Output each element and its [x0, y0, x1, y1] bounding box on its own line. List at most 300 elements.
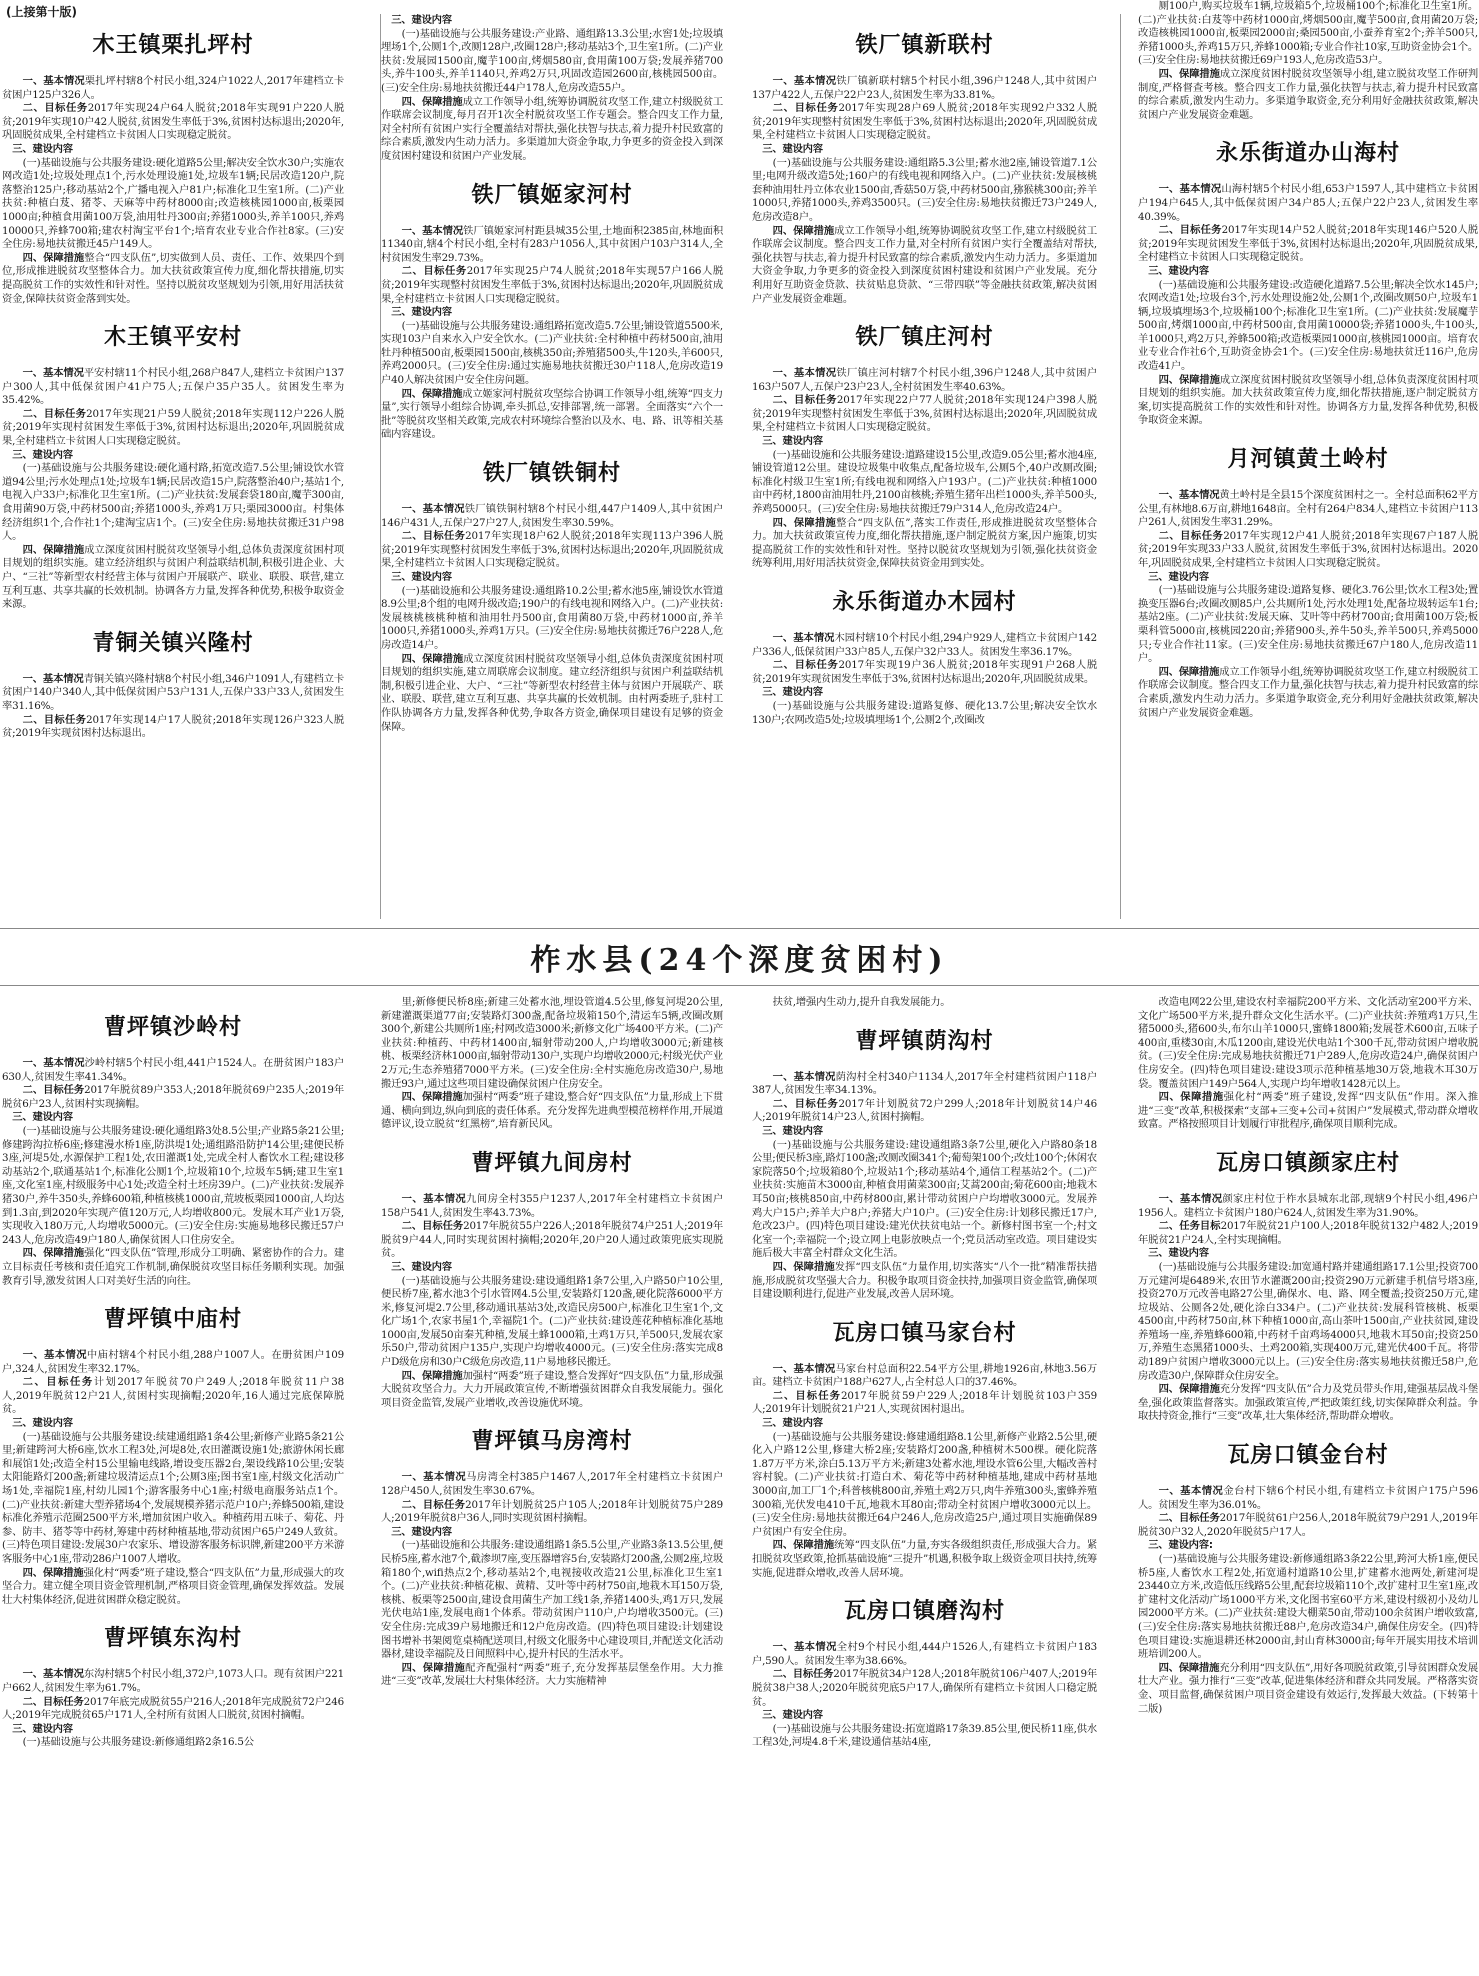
paragraph-label: 一、基本情况 — [1158, 1192, 1223, 1205]
paragraph-label: 一、基本情况 — [772, 1362, 836, 1375]
paragraph — [1138, 0, 1478, 68]
paragraph-text: 2017年计划脱贫72户299人;2018年计划脱贫14户46人;2019年脱贫14户23人,贫困村摘帽。 — [752, 1097, 1097, 1124]
paragraph — [752, 700, 1097, 727]
paragraph — [1138, 1261, 1478, 1383]
paragraph-text: (一)基础设施与公共服务建设:新修通组路2条16.5公 — [22, 1736, 254, 1749]
paragraph-text: 2017年计划脱贫25户105人;2018年计划脱贫75户289人;2019年脱贫8户36人,同时实现贫困村摘帽。 — [381, 1498, 723, 1525]
section-heading: 三、建设内容 — [1148, 1247, 1209, 1260]
paragraph-text: 2017年实现21户59人脱贫;2018年实现112户226人脱贫;2019年实现村贫困发生率低于3%,贫困村达标退出;2020年,巩固脱贫成果,全村建档立卡贫困人口实现稳定脱贫。 — [2, 407, 344, 448]
paragraph — [2, 1247, 344, 1288]
paragraph — [752, 1071, 1097, 1098]
paragraph-text: 成立姬家河村脱贫攻坚综合协调工作领导小组,统筹“四支力量”,实行领导小组综合协调,牵头抓总,安排部署,统一部署。全面落实“六个一批”等脱贫攻坚相关政策,完成农村环境综合整治以及水、电、路、讯等相关基础内容建设。 — [381, 387, 723, 441]
paragraph-label: 二、目标任务 — [401, 1498, 466, 1511]
paragraph — [381, 388, 723, 442]
paragraph-text: (一)基础设施与公共服务建设:修建通组路8.1公里,新修产业路2.5公里,硬化入户路12公里,修建大桥2座;安装路灯200盏,种植树木500棵。硬化院落1.87万平方米,涂白5.13万平方米;新建3处蓄水池,埋设水管6公里,大幅改善村容村貌。(二)产业扶贫:打造白术、菊花等中药材种植基地,建成中药材基地3000亩,加工厂1个;科普核桃800亩,养殖土鸡2万只,肉牛养殖300头,蜜蜂养殖300箱,光伏发电410千瓦,地栽木耳80亩;带动全村贫困户增收3000元以上。(三)安全住房:易地扶贫搬迁64户246人,危房改造25户,通过项目实施确保89户贫困户有安全住房。 — [752, 1430, 1097, 1538]
article — [1138, 136, 1478, 428]
article — [2, 28, 344, 306]
paragraph — [1138, 1383, 1478, 1424]
paragraph-label: 一、基本情况 — [1158, 183, 1222, 196]
article-title: 木王镇平安村 — [103, 325, 242, 351]
paragraph — [2, 1668, 344, 1695]
article — [2, 1302, 344, 1607]
paragraph — [752, 1261, 1097, 1302]
paragraph — [2, 462, 344, 544]
paragraph-label: 一、基本情况 — [1158, 1485, 1224, 1498]
paragraph-label: 二、目标任务 — [772, 659, 839, 672]
paragraph — [1138, 68, 1478, 122]
paragraph-text: 2017年实现19户36人脱贫;2018年实现91户268人脱贫;2019年实现贫困发生率低于3%,贫困村达标退出;2020年,巩固脱贫成果。 — [752, 659, 1097, 685]
paragraph-text: 充分发挥“四支队伍”合力及党员带头作用,建强基层战斗堡垒,强化政策监督落实。加强政策宣传,严把政策红线,切实保障群众利益。争取扶持资金,推行“三变”改革,壮大集体经济,帮助群众增收。 — [1138, 1383, 1478, 1423]
section-heading: 三、建设内容 — [12, 1111, 73, 1124]
paragraph-label: 一、基本情况 — [22, 1668, 84, 1681]
section-heading: 三、建设内容 — [762, 686, 823, 699]
paragraph-label: 四、保障措施 — [401, 1091, 463, 1104]
paragraph — [1138, 1512, 1478, 1539]
article — [1138, 442, 1478, 720]
paragraph-label: 二、目标任务 — [772, 394, 837, 407]
paragraph — [752, 1539, 1097, 1580]
paragraph — [2, 544, 344, 612]
paragraph-text: 强化村“两委”班子建设,发挥“四支队伍”作用。深入推进“三变”改革,积极探索“支部+三变+公司+贫困户”发展模式,带动群众增收致富。严格按照项目计划履行审批程序,确保项目顺利完成。 — [1138, 1091, 1478, 1131]
section-banner — [0, 928, 1479, 986]
paragraph — [752, 632, 1097, 659]
paragraph-label: 四、保障措施 — [401, 1369, 463, 1382]
paragraph-label: 四、保障措施 — [401, 387, 463, 400]
paragraph-label: 一、基本情况 — [401, 224, 464, 237]
paragraph-text: 马房湾全村385户1467人,2017年全村建档立卡贫困户128户450人,贫困发生率30.67%。 — [381, 1471, 723, 1498]
article — [1138, 0, 1478, 122]
paragraph-text: 铁厂镇姬家河村距县城35公里,土地面积2385亩,林地面积11340亩,辖4个村民小组,全村有283户1056人,其中贫困户103户314人,全村贫困发生率29.73%。 — [381, 224, 723, 264]
article-title: 曹坪镇东沟村 — [103, 1626, 242, 1652]
paragraph-text: (一)基础设施与公共服务建设:硬化通组路3处8.5公里;产业路5条21公里;修建跨沟拉桥6座;修建漫水桥1座,防洪堤1处;通组路沿防护14公里;建便民桥3座,河堤5处,水源保护工程1处,农田灌溉1处,完成全村人畜饮水工程;建设移动基站2个,联通基站1个,标准化公厕1个,垃圾箱10个,垃圾车5辆;建卫生室1座,文化室1座,村级服务中心1处;改造全村土坯房39户。(二)产业扶贫:发展养猪30户,养牛350头,养蜂600箱,种植核桃1000亩,荒坡板栗园1000亩,人均达到1.3亩,到2020年实现产值120万元,人均增收800元。发展木耳产业1万袋,实现收入180万元,人均增收5000元。(三)安全住房:实施易地移民搬迁57户243人,危房改造49户180人,确保贫困人口住房安全。 — [2, 1124, 344, 1246]
paragraph — [381, 503, 723, 530]
paragraph-text: 整合“四支队伍”,落实工作责任,形成推进脱贫攻坚整体合力。加大扶贫政策宣传力度,细化帮扶措施,逐户制定脱贫方案,因户施策,切实提高脱贫工作的实效性和针对性。坚持以脱贫攻坚规划为引领,强化扶贫资金统筹利用,用好用活扶贫资金,保障扶贫资金用到实处。 — [752, 516, 1097, 570]
paragraph-text: 2017年实现28户69人脱贫;2018年实现92户332人脱贫;2019年实现整村贫困发生率低于3%,贫困村达标退出;2020年,巩固脱贫成果,全村建档立卡贫困人口实现稳定脱贫。 — [752, 102, 1097, 142]
paragraph-label: 一、基本情况 — [772, 367, 837, 380]
article-title: 曹坪镇九间房村 — [471, 1150, 633, 1176]
section-heading: 三、建设内容 — [762, 1124, 823, 1137]
section-heading: 三、建设内容 — [1148, 570, 1209, 583]
paragraph-text: (一)基础设施与公共服务建设:通组路5.3公里;蓄水池2座,铺设管道7.1公里;电网升级改造5处;160户的有线电视和网络入户。(二)产业扶贫:发展核桃套种油用牡丹立体农业1500亩,香菇50万袋,中药材500亩,猕猴桃300亩;养羊1000只,养猪1000头,养鸡3500只。(三)安全住房:易地扶贫搬迁73户249人,危房改造8户。 — [752, 156, 1097, 223]
section-heading: 三、建设内容 — [391, 306, 452, 319]
paragraph — [2, 75, 344, 102]
continued-from-note: (上接第十版) — [6, 5, 77, 19]
paragraph-label: 二、目标任务 — [1158, 1512, 1220, 1525]
paragraph-text: 木园村辖10个村民小组,294户929人,建档立卡贫困户142户336人,低保贫困户33户85人,五保户32户33人。贫困发生率36.17%。 — [752, 632, 1097, 658]
paragraph — [752, 1363, 1097, 1390]
paragraph-label: 一、基本情况 — [772, 75, 837, 87]
paragraph-label: 二、目标任务 — [772, 1097, 839, 1110]
section-heading: 三、建设内容 — [1148, 264, 1209, 277]
paragraph-text: (一)基础设施与公共服务建设:续建通组路1条4公里;新修产业路5条21公里;新建跨河大桥6座,饮水工程3处,河堤8处,农田灌溉设施1处;旅游休闲长廊和展馆1处;改造全村15公里输电线路,增设变压器2台,架设线路10公里;安装太阳能路灯200盏;新建垃圾清运点1个;公厕3座;图书室1座,村级文化活动广场1处,幸福院1座,村幼儿园1个;游客服务中心1座;村级电商服务站点1个。(二)产业扶贫:新建大型养猪场4个,发展规模养猪示范户10户;养蜂500箱,建设标准化养殖示范圈2500平方米,增加贫困户收入。种植药用五味子、菊花、丹参、防丰、猪苓等中药材,筹建中药材种植基地,带动贫困户65户249人致贫。(三)特色项目建设:发展30户农家乐、增设游客服务标识牌,新建200平方米游客服务中心1座,带动286户1007人增收。 — [2, 1430, 344, 1565]
paragraph-text: 荫沟村全村340户1134人,2017年全村建档贫困户118户387人,贫困发生率34.13%。 — [752, 1070, 1097, 1097]
paragraph-label: 二、目标任务 — [401, 265, 467, 278]
paragraph-text: 2017年实现12户41人脱贫;2018年实现67户187人脱贫;2019年实现33户33人脱贫,贫困发生率低于3%,贫困村达标退出。2020年,巩固脱贫成果,全村建档立卡贫困人口实现稳定脱贫。 — [1138, 529, 1478, 569]
paragraph-label: 二、目标任务 — [401, 1220, 464, 1233]
paragraph — [381, 585, 723, 653]
article — [1138, 1146, 1478, 1424]
paragraph — [752, 157, 1097, 225]
article — [2, 1010, 344, 1288]
paragraph-label: 一、基本情况 — [772, 1641, 837, 1654]
paragraph — [381, 28, 723, 96]
column-bottom-4 — [1138, 996, 1478, 1976]
paragraph-text: 配齐配强村“两委”班子,充分发挥基层堡垒作用。大力推进“三变”改革,发展壮大村集体经济。大力实施精神 — [381, 1661, 723, 1688]
section-heading: 三、建设内容 — [391, 1260, 452, 1273]
article — [1138, 996, 1478, 1132]
paragraph-text: 2017年实现14户17人脱贫;2018年实现126户323人脱贫;2019年实现贫困村达标退出。 — [2, 713, 344, 740]
paragraph-text: 山海村辖5个村民小组,653户1597人,其中建档立卡贫困户194户645人,其中低保贫困户34户85人;五保户22户23人,贫困发生率40.39%。 — [1138, 183, 1478, 223]
paragraph-text: 2017年脱贫55户226人;2018年脱贫74户251人;2019年脱贫9户44人,同时实现贫困村摘帽;2020年,20户20人通过政策兜底实现脱贫。 — [381, 1220, 723, 1260]
paragraph-text: 成立深度贫困村脱贫攻坚领导小组,总体负责深度贫困村项目规划的组织实施,建立周联席会议制度。建立经济组织与贫困户利益联结机制,积极引进企业、大户、“三社”等新型农村经营主体与贫困户开展联产、联业、联股、联营,建立互利互惠、共享共赢的长效机制。由村两委班子,驻村工作队协调各方力量,发挥各种优势,争取各方资金,确保项目建设有足够的资金保障。 — [381, 652, 723, 733]
paragraph-label: 一、基本情况 — [401, 503, 465, 516]
paragraph-text: 加强村“两委”班子建设,整合发挥好“四支队伍”力量,形成强大脱贫攻坚合力。大力开展政策宣传,不断增强贫困群众自我发展能力。强化项目资金监管,发展产业增收,改善设施优环境。 — [381, 1369, 723, 1409]
paragraph-text: (一)基础设施与公共服务建设:道路复修、硬化13.7公里;解决安全饮水130户;农网改造5处;垃圾填埋场1个,公厕2个,改圈改 — [752, 699, 1097, 726]
paragraph — [1138, 1553, 1478, 1662]
paragraph — [752, 1098, 1097, 1125]
paragraph-text: 铁厂镇庄河村辖7个村民小组,396户1248人,其中贫困户163户507人,五保户23户23人,全村贫困发生率40.63%。 — [752, 367, 1097, 393]
paragraph-text: (一)基础设施和公共服务建设:通组路10.2公里;蓄水池5座,铺设饮水管道8.9公里;8个组的电网升级改造;190户的有线电视和网络入户。(二)产业扶贫:发展核桃核桃种植和油用牡丹500亩,食用菌80万袋,中药材1000亩,养羊1000只,养猪1000头,养鸡1万只。(三)安全住房:易地扶贫搬迁76户228人,危房改造14户。 — [381, 584, 723, 651]
paragraph-text: 铁厂镇铁铜村辖8个村民小组,447户1409人,其中贫困户146户431人,五保户27户27人,贫困发生率30.59%。 — [381, 503, 723, 529]
paragraph-text: 成立工作领导小组,统筹协调脱贫攻坚工作,建立村级脱贫工作联席会议制度。整合四支工作力量,强化扶智与扶志,着力提升村民致富的综合素质,激发内生动力活力。多渠道争取资金,充分利用好金融扶贫政策,解决贫困户产业发展资金难题。 — [1138, 665, 1478, 719]
paragraph — [2, 367, 344, 408]
column-bottom-1 — [2, 996, 344, 1976]
section-heading: 三、建设内容 — [762, 142, 823, 155]
paragraph — [2, 1567, 344, 1608]
paragraph-label: 四、保障措施 — [401, 652, 464, 665]
paragraph-text: 成立工作领导小组,统筹协调脱贫攻坚工作,建立村级脱贫工作联席会议制度,每月召开1次全村脱贫攻坚工作专题会。整合四支工作力量,对全村所有贫困户实行全覆盖结对帮扶,强化扶智与扶志,着力提升村民致富的综合素质,激发内生动力活力。多渠道加大资金争取,力争更多的资金投入到深度贫困村建设和贫困户产业发展。 — [381, 95, 723, 162]
section-heading: 三、建设内容 — [12, 448, 73, 461]
paragraph-label: 二、目标任务 — [22, 713, 87, 726]
article-title: 瓦房口镇金台村 — [1227, 1443, 1389, 1469]
paragraph-label: 二、目标任务 — [22, 102, 88, 115]
paragraph-label: 二、目标任务 — [22, 1376, 94, 1389]
paragraph-text: 2017年脱贫34户128人;2018年脱贫106户407人;2019年脱贫38户38人;2020年脱贫兜底5户17人,确保所有建档立卡贫困人口稳定脱贫。 — [752, 1668, 1097, 1708]
paragraph — [2, 1057, 344, 1084]
paragraph-text: (一)基础设施与公共服务建设:产业路、通组路13.3公里;水窖1处;垃圾填埋场1个,公厕1个,改厕128户,改圈128户;移动基站3个,卫生室1所。(二)产业扶贫:发展园1500亩,魔芋100亩,烤烟580亩,食用菌100万袋;发展养猪700头,养牛100头,养羊1140只,养鸡2万只,巩固改造园2600亩,核桃园500亩。(三)安全住房:易地扶贫搬迁44户178人,危房改造55户。 — [381, 27, 723, 94]
paragraph-text: (一)基础设施与公共服务建设:建设通组路3条7公里,硬化入户路80条18公里;便民桥3座,路灯100盏;改厕改圈341个;葡萄架100个;改灶100个;休闲农家院落50个;垃圾箱80个,垃圾站1个;移动基站4个,通信工程基站2个。(二)产业扶贫:实施苗木3000亩,种植食用菌菜300亩;艾蒿200亩;菊花600亩;地栽木耳50亩;核桃850亩,中药材800亩,累计带动贫困户户均增收3000元。发展养鸡大户15户;养羊大户8户;养猪大户10户。(三)安全住房:计划移民搬迁17户,危改23户。(四)特色项目建设:建光伏扶贫电站一个。新修村图书室一个;村文化室一个;幸福院一个;设立网上电影放映点一个;党员活动室改造。项目建设实施后极大丰富全村群众文化生活。 — [752, 1138, 1097, 1260]
paragraph — [1138, 1220, 1478, 1247]
paragraph-text: 平安村辖11个村民小组,268户847人,建档立卡贫困户137户300人,其中低保贫困户41户75人;五保户35户35人。贫困发生率为35.42%。 — [2, 367, 344, 407]
paragraph — [381, 1193, 723, 1220]
paragraph — [381, 1370, 723, 1411]
paragraph — [381, 1499, 723, 1526]
paragraph-label: 一、基本情况 — [22, 75, 85, 87]
paragraph — [1138, 183, 1478, 224]
paragraph-label: 二、任务目标 — [1158, 1220, 1221, 1233]
paragraph — [2, 1431, 344, 1567]
article — [2, 626, 344, 741]
paragraph — [2, 1696, 344, 1723]
paragraph — [1138, 1662, 1478, 1716]
paragraph — [752, 517, 1097, 571]
paragraph-text: (一)基础设施与公共服务建设:新修通组路3条22公里,跨河大桥1座,便民桥5座,人畜饮水工程2处,拓宽通村道路10公里,扩建蓄水池两处,新建河堤23440立方米,改造低压线路5公里,配套垃圾箱110个,改扩建村卫生室1座,改扩建村文化活动广场1000平方米,文化图书室60平方米,建设村级初小及幼儿园2000平方米。(二)产业扶贫:建设大棚菜50亩,带动100余贫困户增收致富,(三)安全住房:落实易地扶贫搬迁88户,危房改造34户,确保住房安全。(四)特色项目建设:实施退耕还林2000亩,封山育林3000亩;每年开展实用技术培训班培训200人。 — [1138, 1553, 1478, 1661]
paragraph — [752, 1390, 1097, 1417]
paragraph-text: 沙岭村辖5个村民小组,441户1524人。在册贫困户183户630人,贫困发生率41.34%。 — [2, 1057, 344, 1083]
paragraph-label: 四、保障措施 — [1158, 67, 1220, 80]
paragraph-label: 四、保障措施 — [1158, 1091, 1224, 1104]
paragraph — [1138, 996, 1478, 1091]
paragraph-text: (一)基础设施与公共服务建设:建设通组路1条7公里,入户路50户10公里,便民桥7座,蓄水池3个引水管网4.5公里,安装路灯120盏,硬化院落6000平方米,修复河堤2.7公里,移动通讯基站3处,改造民房500户,标准化卫生室1个,文化广场1个,农家书屋1个,幸福院1个。(二)产业扶贫:建设莲花种植标准化基地1000亩,发展50亩秦艽种植,发展土蜂1000箱,土鸡1万只,羊500只,发展农家乐50户,带动贫困户135户,实现户均增收4000元。(三)安全住房:落实完成8户D级危房和30户C级危房改造,11户易地移民搬迁。 — [381, 1274, 723, 1369]
paragraph — [752, 1641, 1097, 1668]
column-top-2 — [381, 14, 723, 924]
paragraph-text: (一)基础设施与公共服务建设:拓宽道路17条39.85公里,便民桥11座,供水工程3处,河堤4.8千米,建设通信基站4座, — [752, 1722, 1097, 1749]
paragraph-label: 二、目标任务 — [772, 102, 839, 115]
paragraph — [1138, 530, 1478, 571]
paragraph — [752, 225, 1097, 307]
paragraph — [752, 102, 1097, 143]
paragraph-text: 充分利用“四支队伍”,用好各项脱贫政策,引导贫困群众发展壮大产业。强力推行“三变”改革,促进集体经济和群众共同发展。严格落实资金、项目监督,确保贫困户项目资金建设有效运行,发挥最大效益。(下转第十二版) — [1138, 1661, 1478, 1715]
paragraph — [1138, 1193, 1478, 1220]
article-title: 月河镇黄土岭村 — [1227, 447, 1389, 473]
banner-title: 柞水县(24个深度贫困村) — [530, 943, 949, 978]
paragraph — [1138, 279, 1478, 374]
paragraph — [381, 1539, 723, 1661]
paragraph-label: 四、保障措施 — [772, 1539, 835, 1552]
section-heading: 三、建设内容 — [12, 1417, 73, 1430]
paragraph-label: 二、目标任务 — [22, 1084, 85, 1097]
article-title: 永乐街道办木园村 — [832, 590, 1017, 615]
paragraph-text: 马家台村总面积22.54平方公里,耕地1926亩,林地3.56万亩。建档立卡贫困户188户627人,占全村总人口的37.46%。 — [752, 1362, 1097, 1389]
paragraph — [752, 1668, 1097, 1709]
paragraph-text: 中庙村辖4个村民小组,288户1007人。在册贫困户109户,324人,贫困发生率32.17%。 — [2, 1349, 344, 1375]
paragraph-text: 2017年脱贫21户100人;2018年脱贫132户482人;2019年脱贫21户24人,全村实现摘帽。 — [1138, 1220, 1478, 1246]
paragraph — [381, 265, 723, 306]
paragraph-text: 厕100户,购买垃圾车1辆,垃圾箱5个,垃圾桶100个;标准化卫生室1所。(二)产业扶贫:白芨等中药材1000亩,烤烟500亩,魔芋500亩,食用菌20万袋;改造核桃园1000亩,板栗园2000亩;桑园500亩,小蚕养育室2个;养羊500只,养猪1000头,养鸡15万只,养蜂1000箱;专业合作社10家,互助资金协会1个。(三)安全住房:易地扶贫搬迁69户193人,危房改造53户。 — [1138, 0, 1478, 67]
paragraph — [381, 996, 723, 1091]
paragraph — [752, 1139, 1097, 1261]
paragraph-label: 二、目标任务 — [401, 530, 466, 543]
paragraph-text: (一)基础设施与公共服务建设:硬化通村路,拓宽改造7.5公里;铺设饮水管道94公里;污水处理点1处;垃圾车1辆;民居改造15户,院落整治40户;基站1个,电视入户33户;标准化卫生室1所。(二)产业扶贫:发展套袋180亩,魔芋300亩,食用菌90万袋,中药材500亩;养猪1000头,养鸡1万只;栗园3000亩。村集体经济组织1个,合作社1个;建淘宝店1个。(三)安全住房:易地扶贫搬迁31户98人。 — [2, 462, 344, 543]
paragraph — [381, 320, 723, 388]
paragraph — [1138, 666, 1478, 720]
paragraph-text: 改造电网22公里,建设农村幸福院200平方米、文化活动室200平方米、文化广场500平方米,提升群众文化生活水平。(二)产业扶贫:养殖鸡1万只,生猪5000头,猪600头,布尔山羊1000只,蜜蜂1800箱;发展苍术600亩,五味子400亩,重楼30亩,木瓜1200亩,建设光伏电站1个300千瓦,带动贫困户增收脱贫。(三)安全住房:完成易地扶贫搬迁71户289人,危房改造24户,确保贫困户住房安全。(四)特色项目建设:建设3项示范种植基地30万袋,地栽木耳30万袋。覆盖贫困户149户564人,实现户均年增收1428元以上。 — [1138, 996, 1478, 1090]
paragraph-label: 一、基本情况 — [401, 1471, 467, 1484]
paragraph-label: 四、保障措施 — [22, 251, 85, 264]
paragraph — [752, 1431, 1097, 1540]
paragraph-text: 计划2017年脱贫70户249人;2018年脱贫11户38人,2019年脱贫12户21人,贫困村实现摘帽;2020年,16人通过完底保障脱贫。 — [2, 1376, 344, 1416]
article — [752, 1316, 1097, 1581]
article — [752, 28, 1097, 306]
paragraph-text: (一)基础设施与公共服务建设:加宽通村路并建通组路17.1公里;投资700万元建河堤6489米,农田节水灌溉200亩;投资290万元新建手机信号塔3座,投资270万元改善电路27公里,确保水、电、路、网全覆盖;投资250万元,建垃圾站、公厕各2处,硬化涂白334户。(二)产业扶贫:发展科管核桃、板栗4500亩,中药材750亩,林下种植1000亩,高山茶叶1500亩,产业扶贫园,建设养殖场一座,养殖蜂600箱,中药材千亩鸡场4000只,地栽木耳50亩;投资250万,养殖生态黑猪1000头、土鸡200箱,实现400万元,建光伏400千瓦。将带动189户贫困户增收3000元以上。(三)安全住房:落实易地扶贫搬迁58户,危房改造30户,保障群众住房安全。 — [1138, 1260, 1478, 1382]
article-title: 铁厂镇铁铜村 — [482, 461, 621, 487]
paragraph-text: 成立深度贫困村脱贫攻坚领导小组,建立脱贫攻坚工作研判制度,严格督查考核。整合四支工作力量,强化扶智与扶志,着力提升村民致富的综合素质,激发内生动力。多渠道争取资金,充分利用好金融扶贫政策,解决贫困户产业发展资金难题。 — [1138, 67, 1478, 121]
paragraph-label: 二、目标任务 — [1158, 224, 1222, 237]
paragraph — [2, 1084, 344, 1111]
paragraph — [1138, 374, 1478, 428]
paragraph-label: 四、保障措施 — [401, 1661, 466, 1674]
paragraph — [752, 996, 1097, 1010]
section-heading: 三、建设内容 — [391, 1525, 452, 1538]
article-title: 铁厂镇庄河村 — [855, 325, 994, 351]
paragraph-text: 黄土岭村是全县15个深度贫困村之一。全村总面积62平方公里,有林地8.6万亩,耕地1648亩。全村有264户834人,建档立卡贫困户113户261人,贫困发生率31.29%。 — [1138, 489, 1478, 529]
paragraph — [2, 714, 344, 741]
paragraph-text: 铁厂镇新联村辖5个村民小组,396户1248人,其中贫困户137户422人,五保户22户23人,贫困发生率为33.81%。 — [752, 75, 1097, 101]
article-title: 瓦房口镇颜家庄村 — [1215, 1150, 1400, 1176]
article-title: 瓦房口镇磨沟村 — [843, 1599, 1005, 1625]
section-heading: 三、建设内容 — [12, 1722, 73, 1735]
paragraph-text: 2017年脱贫59户229人;2018年计划脱贫103户359人;2019年计划脱贫21户21人,实现贫困村退出。 — [752, 1389, 1097, 1416]
paragraph-text: 2017年实现22户77人脱贫;2018年实现124户398人脱贫;2019年实现整村贫困发生率低于3%,贫困村达标退出;2020年,巩固脱贫成果,全村建档立卡贫困人口实现稳定脱贫。 — [752, 394, 1097, 434]
article-title: 青铜关镇兴隆村 — [92, 630, 254, 656]
column-rule — [1120, 14, 1121, 919]
paragraph-text: 强化“四支队伍”管理,形成分工明确、紧密协作的合力。建立目标责任考核和责任追究工作机制,确保脱贫攻坚目标任务顺利实现。加强教育引导,激发贫困人口对美好生活的向往。 — [2, 1247, 344, 1287]
section-heading: 三、建设内容 — [391, 14, 452, 26]
article — [381, 1424, 723, 1689]
paragraph — [752, 449, 1097, 517]
article-title: 木王镇栗扎坪村 — [92, 33, 254, 58]
paragraph — [381, 530, 723, 571]
article — [381, 456, 723, 734]
section-heading: 三、建设内容 — [391, 571, 452, 583]
paragraph — [1138, 1485, 1478, 1512]
paragraph-label: 一、基本情况 — [22, 367, 84, 380]
article-title: 瓦房口镇马家台村 — [832, 1320, 1017, 1346]
paragraph — [752, 75, 1097, 102]
article — [381, 1146, 723, 1411]
paragraph-label: 二、目标任务 — [1158, 529, 1224, 542]
section-heading: 三、建设内容 — [762, 1417, 823, 1430]
paragraph — [1138, 224, 1478, 265]
column-top-3 — [752, 14, 1097, 924]
paragraph-text: 发挥“四支队伍”力量作用,切实落实“八个一批”精准帮扶措施,形成脱贫攻坚强大合力。积极争取项目资金扶持,加强项目资金监管,确保项目建设顺利进行,促进产业发展,改善人居环境。 — [752, 1260, 1097, 1301]
article — [381, 996, 723, 1132]
paragraph — [752, 394, 1097, 435]
paragraph-label: 四、保障措施 — [22, 543, 85, 556]
paragraph — [2, 102, 344, 143]
paragraph-text: (一)基础设施和公共服务:建设通组路1条5.5公里,产业路3条13.5公里,便民桥5座,蓄水池7个,截渗坝7座,变压器增容5台,安装路灯200盏,公厕2座,垃圾箱180个,wifi热点2个,移动基站2个,电视接收改造21公里,标准化卫生室1个。(二)产业扶贫:种植花椒、黄精、艾叶等中药材750亩,地栽木耳150万袋,核桃、板栗等2500亩,建设食用菌生产加工线1条,养猪1400头,鸡1万只,发展光伏电站1座,发展电商1个体系。带动贫困户110户,户均增收3500元。(三)安全住房:完成39户易地搬迁和12户危房改造。(四)特色项目建设:计划建设图书增补书架阅览桌椅配送项目,村级文化服务中心建设项目,并配送文化活动器材,建设幸福院及日间照料中心,提升村民的生活水平。 — [381, 1539, 723, 1661]
paragraph-label: 四、保障措施 — [22, 1566, 84, 1579]
paragraph-text: 强化村“两委”班子建设,整合“四支队伍”力量,形成强大的攻坚合力。建立健全项目资金管理机制,严格项目资金管理,确保发挥效益。发展壮大村集体经济,促进贫困群众稳定脱贫。 — [2, 1566, 344, 1606]
paragraph — [381, 1471, 723, 1498]
article — [1138, 1438, 1478, 1716]
paragraph-text: 里;新修便民桥8座;新建三处蓄水池,埋设管道4.5公里,修复河堤20公里,新建灌溉渠道77亩;安装路灯300盏,配备垃圾箱150个,清运车5辆,改圈改厕300个,新建公共厕所1座;村网改造3000米;新修文化广场400平方米。(二)产业扶贫:种植药、中药材1400亩,辐射带动200人,户均增收3000元;新建核桃、板栗经济林1000亩,辐射带动130户,实现户均增收2000元;村级光伏产业2万元;生态养殖猪7000平方米。(三)安全住房:全村实施危房改造30户,易地搬迁93户,通过这些项目建设确保贫困户住房安全。 — [381, 996, 723, 1090]
paragraph-label: 四、保障措施 — [772, 1260, 835, 1273]
paragraph-text: 2017年脱贫61户256人,2018年脱贫79户291人,2019年脱贫30户32人,2020年脱贫5户17人。 — [1138, 1512, 1478, 1538]
column-bottom-2 — [381, 996, 723, 1976]
paragraph-label: 一、基本情况 — [22, 1349, 87, 1362]
article-title: 铁厂镇新联村 — [855, 33, 994, 58]
paragraph-label: 一、基本情况 — [22, 672, 84, 685]
paragraph-label: 四、保障措施 — [772, 224, 835, 237]
article — [752, 996, 1097, 1010]
section-heading: 三、建设内容 — [12, 142, 73, 155]
paragraph-text: 金台村下辖6个村民小组,有建档立卡贫困户175户596人。贫困发生率为36.01%。 — [1138, 1485, 1478, 1511]
paragraph-label: 一、基本情况 — [22, 1057, 85, 1069]
paragraph — [752, 1723, 1097, 1750]
paragraph-label: 四、保障措施 — [772, 516, 837, 529]
paragraph-label: 一、基本情况 — [401, 1192, 467, 1205]
paragraph — [2, 1736, 344, 1750]
paragraph — [1138, 584, 1478, 666]
paragraph-text: 成立工作领导小组,统筹协调脱贫攻坚工作,建立村级脱贫工作联席会议制度。整合四支工作力量,对全村所有贫困户实行全覆盖结对帮扶,强化扶智与扶志,着力提升村民致富的综合素质,激发内生动力活力。多渠道加大资金争取,力争更多的资金投入到深度贫困村建设和贫困户产业发展。充分利用好互助资金贷款、扶贫贴息贷款、“三带四联”等金融扶贫政策,解决贫困户产业发展资金难题。 — [752, 224, 1097, 305]
paragraph — [381, 1275, 723, 1370]
paragraph-label: 二、目标任务 — [772, 1668, 834, 1681]
paragraph-text: (一)基础设施与公共服务建设:通组路拓宽改造5.7公里;铺设管道5500米,实现103户自来水入户安全饮水。(二)产业扶贫:全村种植中药材500亩,油用牡丹种植500亩,板栗园1500亩,核桃350亩;养殖猪500头,牛120头,羊600只,养鸡2000只。(三)安全住房:通过实施易地扶贫搬迁30户118人,危房改造19户40人解决贫困户安全住房问题。 — [381, 319, 723, 387]
article — [381, 14, 723, 164]
paragraph-label: 四、保障措施 — [22, 1247, 85, 1260]
paragraph — [2, 157, 344, 252]
paragraph-text: 成立深度贫困村脱贫攻坚领导小组,总体负责深度贫困村项目规划的组织实施。加大扶贫政策宣传力度,细化帮扶措施,逐户制定脱贫方案,切实提高脱贫工作的实效性和针对性。协调各方力量,发挥各种优势,积极争取资金来源。 — [1138, 373, 1478, 427]
paragraph-text: (一)基础设施和公共服务建设:道路建设15公里,改造9.05公里;蓄水池4座,铺设管道12公里。建设垃圾集中收集点,配备垃圾车,公厕5个,40户改厕改圈;标准化村级卫生室1所;有线电视和网络入户193户。(二)产业扶贫:种植1000亩中药材,1800亩油用牡丹,2100亩核桃;养殖生猪年出栏1000头,养羊500头,养鸡5000只。(三)安全住房:易地扶贫搬迁79户314人,危房改造24户。 — [752, 448, 1097, 516]
paragraph-text: 2017年实现14户52人脱贫;2018年实现146户520人脱贫;2019年实现贫困发生率低于3%,贫困村达标退出;2020年,巩固脱贫成果,全村建档立卡贫困人口实现稳定脱贫。 — [1138, 224, 1478, 264]
paragraph-label: 一、基本情况 — [1158, 489, 1220, 502]
paragraph-text: 2017年脱贫89户353人;2018年脱贫69户235人;2019年脱贫6户23人,贫困村实现摘帽。 — [2, 1084, 344, 1110]
paragraph-label: 四、保障措施 — [1158, 1661, 1220, 1674]
paragraph — [381, 96, 723, 164]
paragraph — [752, 367, 1097, 394]
paragraph — [1138, 489, 1478, 530]
paragraph-text: (一)基础设施和公共服务建设:改造硬化道路7.5公里;解决全饮水145户;农网改造1处;垃圾台3个,污水处理设施2处,公厕1个,改圈改厕50户,垃圾车1辆,垃圾填埋场3个,垃圾桶100个;标准化卫生室1所。(二)产业扶贫:发展魔芋500亩,烤烟1000亩,中药材500亩,食用菌10000袋;养猪1000头,牛100头,羊1000只,鸡2万只,养蜂500箱;改造板栗园1000亩,核桃园1000亩。培育农业专业合作社6个,互助资金协会1个。(三)安全住房:易地扶贫迁116户,危房改造41户。 — [1138, 278, 1478, 373]
paragraph-label: 一、基本情况 — [772, 1070, 836, 1083]
paragraph-text: 东沟村辖5个村民小组,372户,1073人口。现有贫困户221户662人,贫困发生率为61.7%。 — [2, 1668, 344, 1694]
article — [2, 320, 344, 612]
paragraph-text: 2017年实现24户64人脱贫;2018年实现91户220人脱贫;2019年实现10户42人脱贫,贫困发生率低于3%,贫困村达标退出;2020年,巩固脱贫成果,全村建档立卡贫困人口实现稳定脱贫。 — [2, 102, 344, 142]
paragraph — [381, 225, 723, 266]
paragraph-text: 青铜关镇兴隆村辖8个村民小组,346户1091人,有建档立卡贫困户140户340人,其中低保贫困户53户131人,五保户33户33人,贫困发生率31.16%。 — [2, 672, 344, 712]
paragraph-text: 成立深度贫困村脱贫攻坚领导小组,总体负责深度贫困村项目规划的组织实施。建立经济组织与贫困户利益联结机制,积极引进企业、大户、“三社”等新型农村经营主体与贫困户开展联产、联业、联股、联营,建立互利互惠、共享共赢的长效机制。协调各方力量,发挥各种优势,积极争取资金来源。 — [2, 543, 344, 611]
paragraph-text: 统筹“四支队伍”力量,夯实各级组织责任,形成强大合力。紧扣脱贫攻坚政策,抢抓基础设施“三提升”机遇,积极争取上级资金项目扶持,统筹实施,促进群众增收,改善人居环境。 — [752, 1539, 1097, 1579]
paragraph-text: 全村9个村民小组,444户1526人,有建档立卡贫困户183户,590人。贫困发生率为38.66%。 — [752, 1641, 1097, 1667]
paragraph-text: (一)基础设施与公共服务建设:道路复修、硬化3.76公里;饮水工程3处;置换变压器6台;改圈改厕85户,公共厕所1处,污水处理1处,配备垃圾转运车1台;基站2座。(二)产业扶贫:发展天麻、艾叶等中药材700亩;食用菌100万袋;板栗科管5000亩,核桃园220亩;养猪900头,养牛50头,养羊500只,养鸡5000只;专业合作社11家。(三)安全住房:易地扶贫搬迁67户180人,危房改造11户。 — [1138, 584, 1478, 665]
paragraph-text: 扶贫,增强内生动力,提升自我发展能力。 — [772, 996, 951, 1008]
paragraph — [752, 659, 1097, 686]
article-title: 曹坪镇中庙村 — [103, 1307, 242, 1333]
paragraph-label: 二、目标任务 — [22, 407, 87, 420]
column-top-1 — [2, 14, 344, 924]
section-heading: 三、建设内容 — [762, 435, 823, 448]
column-bottom-3 — [752, 996, 1097, 1976]
paragraph-label: 二、目标任务 — [22, 1695, 84, 1708]
article-title: 曹坪镇马房湾村 — [471, 1429, 633, 1455]
paragraph-text: 2017年实现25户74人脱贫;2018年实现57户166人脱贫;2019年实现整村贫困发生率低于3%,贫困村达标退出;2020年,巩固脱贫成果,全村建档立卡贫困人口实现稳定脱贫。 — [381, 265, 723, 305]
article-title: 永乐街道办山海村 — [1215, 141, 1400, 167]
paragraph-label: 四、保障措施 — [1158, 1383, 1220, 1396]
article-title: 铁厂镇姬家河村 — [471, 182, 633, 208]
column-top-4 — [1138, 0, 1478, 924]
paragraph — [381, 1662, 723, 1689]
paragraph — [2, 673, 344, 714]
paragraph-label: 四、保障措施 — [1158, 373, 1220, 386]
paragraph-text: 2017年实现18户62人脱贫;2018年实现113户396人脱贫;2019年实现整村贫困发生率低于3%,贫困村达标退出;2020年,巩固脱贫成果,全村建档立卡贫困人口实现稳定脱贫。 — [381, 530, 723, 570]
paragraph-text: 颜家庄村位于柞水县城东北部,现辖9个村民小组,496户1956人。建档立卡贫困户180户624人,贫困发生率为31.90%。 — [1138, 1192, 1478, 1219]
paragraph — [1138, 1091, 1478, 1132]
paragraph — [2, 1349, 344, 1376]
paragraph — [2, 1376, 344, 1417]
paragraph-label: 四、保障措施 — [1158, 665, 1220, 678]
paragraph-text: 栗扎坪村辖8个村民小组,324户1022人,2017年建档立卡贫困户125户326人。 — [2, 75, 344, 101]
paragraph-text: 整合“四支队伍”,切实做到人员、责任、工作、效果四个到位,形成推进脱贫攻坚整体合力。加大扶贫政策宣传力度,细化帮扶措施,切实提高脱贫工作的实效性和针对性。坚持以脱贫攻坚规划为引领,用好用活扶贫资金,保障扶贫资金落到实处。 — [2, 251, 344, 305]
paragraph-text: 2017年底完成脱贫55户216人;2018年完成脱贫72户246人;2019年完成脱贫65户171人,全村所有贫困人口脱贫,贫困村摘帽。 — [2, 1695, 344, 1722]
article — [752, 585, 1097, 727]
paragraph-label: 一、基本情况 — [772, 632, 835, 644]
article — [381, 178, 723, 443]
paragraph — [2, 1125, 344, 1247]
paragraph — [381, 653, 723, 735]
paragraph — [2, 408, 344, 449]
section-heading: 三、建设内容: — [1148, 1539, 1213, 1552]
paragraph-label: 四、保障措施 — [401, 95, 463, 108]
article-title: 曹坪镇荫沟村 — [855, 1028, 994, 1054]
paragraph-label: 二、目标任务 — [772, 1389, 842, 1402]
paragraph-text: (一)基础设施与公共服务建设:硬化道路5公里;解决安全饮水30户;实施农网改造1处;垃圾处理点1个,污水处理设施1处,垃圾车1辆;民居改造120户,院落整治125户;移动基站2个,广播电视入户81户;标准化卫生室1所。(二)产业扶贫:种植白芨、猪苓、天麻等中药材8000亩;改造核桃园1000亩,板栗园1000亩;种植食用菌100万袋,油用牡丹300亩;养猪1000头,养羊100只,养鸡10000只,养蜂700箱;建农村淘宝平台1个;培育农业专业合作社8家。(三)安全住房:易地扶贫搬迁45户149人。 — [2, 156, 344, 251]
section-heading: 三、建设内容 — [762, 1709, 823, 1722]
paragraph — [2, 252, 344, 306]
paragraph — [381, 1091, 723, 1132]
paragraph-text: 九间房全村355户1237人,2017年全村建档立卡贫困户158户541人,贫困发生率43.73%。 — [381, 1192, 723, 1219]
article — [752, 1594, 1097, 1750]
paragraph — [381, 1220, 723, 1261]
